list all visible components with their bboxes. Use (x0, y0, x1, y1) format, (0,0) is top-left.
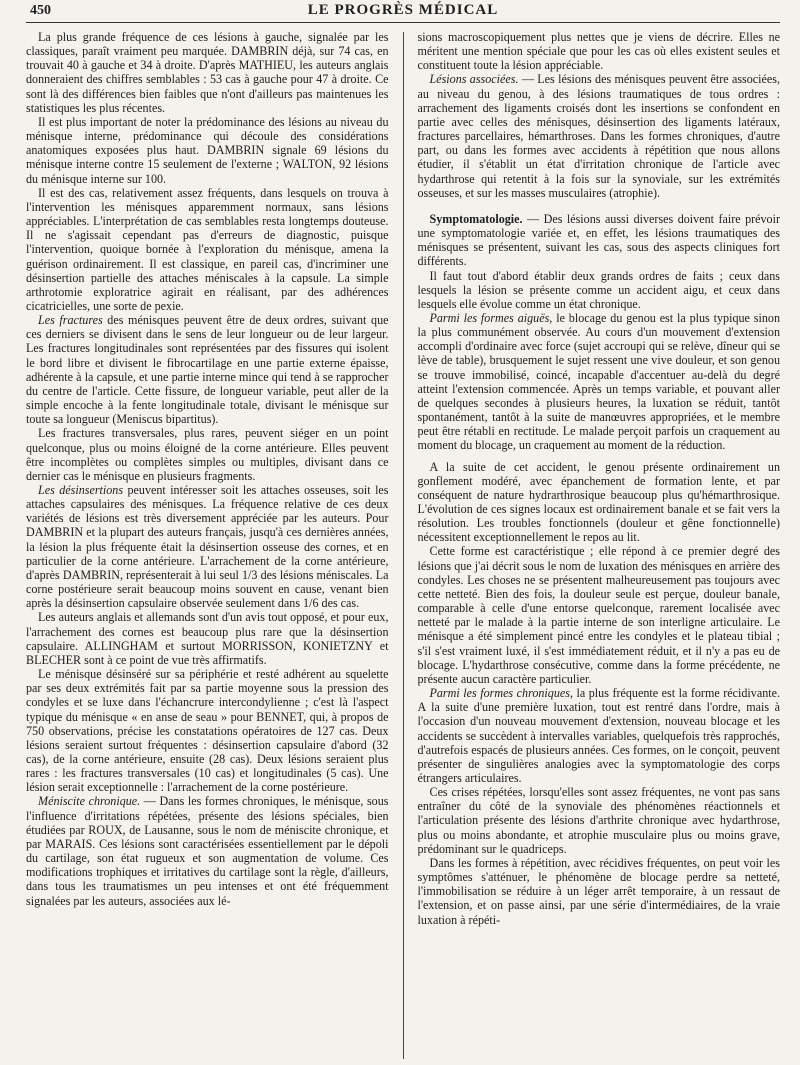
paragraph (26, 426, 389, 483)
paragraph (418, 212, 781, 269)
left-column (26, 30, 389, 1059)
paragraph-text: Il faut tout d'abord établir deux grands ordres de faits ; ceux dans lesquels la lésion se présente comme un accident aigu, et ceux dans lesquels elle évolue comme un état chronique. (417, 268, 780, 311)
paragraph-lead: Parmi les formes aiguës, (429, 310, 553, 325)
paragraph (418, 856, 781, 927)
paragraph (418, 785, 781, 856)
paragraph-text: Dans les formes à répétition, avec récidives fréquentes, on peut voir les symptômes s'atténuer, le phénomène de blocage perdre sa netteté, l'immobilisation se réduire à un léger arrêt temporaire, à un ressaut de l'extension, et on passe ainsi, par une série d'intermédiaires, de la vraie luxation à répéti- (417, 855, 780, 927)
paragraph (26, 30, 389, 115)
paragraph (26, 610, 389, 667)
paragraph-text: La plus grande fréquence de ces lésions à gauche, signalée par les classiques, paraît vraiment peu marquée. DAMBRIN déjà, sur 74 cas, en trouvait 40 à gauche et 34 à droite. D'après MATHIEU, les auteurs anglais donneraient des chiffres semblables : 53 cas à gauche pour 47 à droite. Ce sont là des différences bien faibles que n'ont d'ailleurs pas maintenues les statistiques les plus récentes. (26, 30, 389, 115)
section-heading: Symptomatologie. (429, 211, 523, 226)
page-number: 450 (30, 3, 51, 18)
running-head (26, 0, 780, 23)
paragraph (26, 186, 389, 313)
paragraph-text: Les auteurs anglais et allemands sont d'un avis tout opposé, et pour eux, l'arrachement des cornes est beaucoup plus rare que la désinsertion capsulaire. ALLINGHAM et surtout MORRISSON, KONIETZNY et BLECHER sont à ce point de vue très affirmatifs. (26, 610, 389, 667)
paragraph (26, 667, 389, 794)
paragraph-text: — Les lésions des ménisques peuvent être associées, au niveau du genou, à des lésions traumatiques de tous ordres : arrachement des ligaments croisés dont les insertions se confondent en partie avec celles des ménisques, désinsertion des ligaments latéraux, fractures parcellaires, hémarthroses. Dans les formes chroniques, d'autre part, ou dans les formes avec accidents à répétition que nous allons étudier, il s'établit un état d'irritation chronique de l'article avec hydarthrose qui retentit à la fois sur la synoviale, sur les extrémités osseuses, et sur les masses musculaires (atrophie). (417, 72, 780, 200)
paragraph-text: Il est plus important de noter la prédominance des lésions au niveau du ménisque interne, prédominance qui découle des considérations anatomiques exposées plus haut. DAMBRIN signale 69 lésions du ménisque interne contre 15 seulement de l'externe ; WALTON, 92 lésions du ménisque interne sur 100. (26, 114, 389, 186)
paragraph (418, 460, 781, 545)
paragraph-text: A la suite de cet accident, le genou présente ordinairement un gonflement modéré, avec épanchement de formation lente, et par conséquent de nature hydrarthrosique beaucoup plus qu'hémarthrosique. L'évolution de ces signes locaux est ordinairement banale et se fait vers la résolution. Les troubles fonctionnels (douleur et gêne fonctionnelle) nécessitent exceptionnellement le repos au lit. (417, 459, 780, 545)
paragraph-lead: Lésions associées. (429, 72, 519, 87)
paragraph (418, 72, 781, 199)
column-divider (403, 32, 404, 1059)
paragraph-text: Les fractures transversales, plus rares, peuvent siéger en un point quelconque, plus ou moins éloigné de la corne antérieure. Elles peuvent être incomplètes ou complètes simples ou multiples, divisant dans ce dernier cas le ménisque en plusieurs fragments. (26, 426, 389, 483)
text-columns (26, 30, 780, 1059)
paragraph-text: Cette forme est caractéristique ; elle répond à ce premier degré des lésions que j'ai décrit sous le nom de luxation des ménisques en arrière des condyles. Les choses ne se présentent malheureusement pas toujours avec cette netteté. Bien des fois, la douleur seule est perçue, douleur banale, comparable à celle d'une entorse quelconque, rarement localisée avec netteté par le malade à la partie interne de son interligne articulaire. Le ménisque a été simplement pincé entre les condyles et le plateau tibial ; s'il s'est vraiment luxé, il s'est immédiatement réduit, et il n'y a pas eu de blocage. L'hydarthrose consécutive, comme dans la forme précédente, ne présente aucun caractère particulier. (417, 544, 780, 686)
paragraph-text: — Des lésions aussi diverses doivent faire prévoir une symptomatologie variée et, en effet, les lésions traumatiques des ménisques se présentent, suivant les cas, sous des aspects cliniques fort différents. (417, 211, 780, 269)
paragraph (26, 794, 389, 907)
paragraph-text: la plus fréquente est la forme récidivante. A la suite d'une première luxation, tout est rentré dans l'ordre, mais à l'occasion d'un nouveau mouvement d'extension, nouveau blocage et les accidents se succèdent à intervalles variables, quelquefois très rapprochés, d'autrefois espacés de plusieurs années. Ces formes, on le conçoit, peuvent présenter de singulières analogies avec la symptomatologie des corps étrangers articulaires. (417, 686, 780, 785)
paragraph-text: Il est des cas, relativement assez fréquents, dans lesquels on trouva à l'intervention les ménisques apparemment normaux, sans lésions appréciables. L'interprétation de cas semblables resta longtemps douteuse. Il ne s'agissait cependant pas d'erreurs de diagnostic, puisque l'intervention, quoique bornée à l'exploration du ménisque, amena la guérison ordinairement. Il est classique, en pareil cas, d'incriminer une désinsertion partielle des attaches méniscales à la capsule. La simple arthrotomie exploratrice agirait en réalisant, par des adhérences cicatricielles, une sorte de pexie. (26, 185, 389, 313)
journal-title: LE PROGRÈS MÉDICAL (307, 2, 499, 18)
paragraph-text: sions macroscopiquement plus nettes que je viens de décrire. Elles ne méritent une mention spéciale que pour les cas où elles existent seules et constituent toute la lésion appréciable. (417, 30, 780, 73)
paragraph-lead: Méniscite chronique. (38, 794, 141, 809)
paragraph-lead: Parmi les formes chroniques, (429, 686, 573, 701)
paragraph (418, 544, 781, 686)
paragraph-text: Ces crises répétées, lorsqu'elles sont assez fréquentes, ne vont pas sans entraîner du côté de la synoviale des phénomènes réactionnels et l'articulation présente des lésions d'arthrite chronique avec hydarthrose, plus ou moins abondante, et atrophie musculaire plus ou moins grave, prédominant sur le quadriceps. (417, 785, 780, 856)
paragraph-text: peuvent intéresser soit les attaches osseuses, soit les attaches capsulaires des ménisques. La fréquence relative de ces deux variétés de lésions est très diversement appréciée par les auteurs. Pour DAMBRIN et la plupart des auteurs français, jusqu'à ces dernières années, la lésion la plus fréquente était la désinsertion osseuse des cornes, et en particulier de la corne antérieure. L'arrachement de la corne antérieure, d'après DAMBRIN, représenterait à lui seul 1/3 des lésions méniscales. La corne postérieure serait beaucoup moins souvent en cause, venant bien après la désinsertion capsulaire observée seulement dans 1/6 des cas. (26, 483, 389, 611)
paragraph-lead: Les fractures (38, 313, 103, 328)
paragraph-text: des ménisques peuvent être de deux ordres, suivant que ces derniers se divisent dans le sens de leur longueur ou de leur largeur. Les fractures longitudinales sont représentées par des fissures qui isolent le bord libre et divisent le fibrocartilage en une partie externe épaisse, adhérente à la capsule, et une partie interne mince qui tend à se rapprocher du centre de l'article. Cette fissure, de longueur variable, peut aller de la simple encoche à la fente longitudinale totale, divisant le ménisque sur toute sa longueur (Meniscus bipartitus). (26, 313, 389, 427)
paragraph (418, 30, 781, 72)
paragraph (26, 115, 389, 186)
paragraph-text: Le ménisque désinséré sur sa périphérie et resté adhérent au squelette par ses deux extrémités fait par sa partie moyenne sous la pression des condyles et se luxe dans l'échancrure intercondylienne ; c'est là l'aspect typique du ménisque « en anse de seau » pour BENNET, qui, à propos de 750 observations, précise les constatations opératoires de 127 cas. Deux lésions seraient surtout fréquentes : désinsertion capsulaire d'abord (32 cas), de la corne antérieure, ensuite (28 cas). Deux lésions seraient plus rares : les fractures transversales (10 cas) et longitudinales (5 cas). Une lésion serait exceptionnelle : l'arrachement de la corne postérieure. (26, 667, 389, 795)
paragraph (418, 269, 781, 311)
paragraph (26, 313, 389, 426)
right-column (418, 30, 781, 1059)
paragraph (26, 483, 389, 610)
paragraph-text: — Dans les formes chroniques, le ménisque, sous l'influence d'irritations répétées, présente des lésions spéciales, bien étudiées par ROUX, de Lausanne, sous le nom de méniscite chronique, et par MARAIS. Ces lésions sont caractérisées essentiellement par le dépoli du cartilage, son état rugueux et son augmentation de volume. Ces modifications trophiques et irritatives du cartilage sont la règle, d'ailleurs, dans tous les traumatismes un peu intenses et ont été fréquemment signalées par les auteurs, associées aux lé- (26, 794, 389, 908)
paragraph-lead: Les désinsertions (38, 483, 124, 497)
paragraph-text: le blocage du genou est la plus typique sinon la plus communément observée. Au cours d'un mouvement d'extension accompli d'ordinaire avec force (sujet accroupi qui se relève, dîneur qui se lève de table), brusquement le sujet ressent une vive douleur, et son genou se trouve immobilisé, coincé, incapable d'accentuer au-delà du degré atteint l'extension commencée. Après un temps variable, et pouvant aller de quelques secondes à plusieurs heures, la luxation se réduit, tantôt spontanément, tantôt à la suite de manœuvres appropriées, et le membre peut être rétabli en rectitude. Le malade perçoit parfois un craquement au moment du blocage, un craquement au moment de la réduction. (417, 310, 780, 453)
paragraph (418, 311, 781, 453)
paragraph (418, 686, 781, 785)
